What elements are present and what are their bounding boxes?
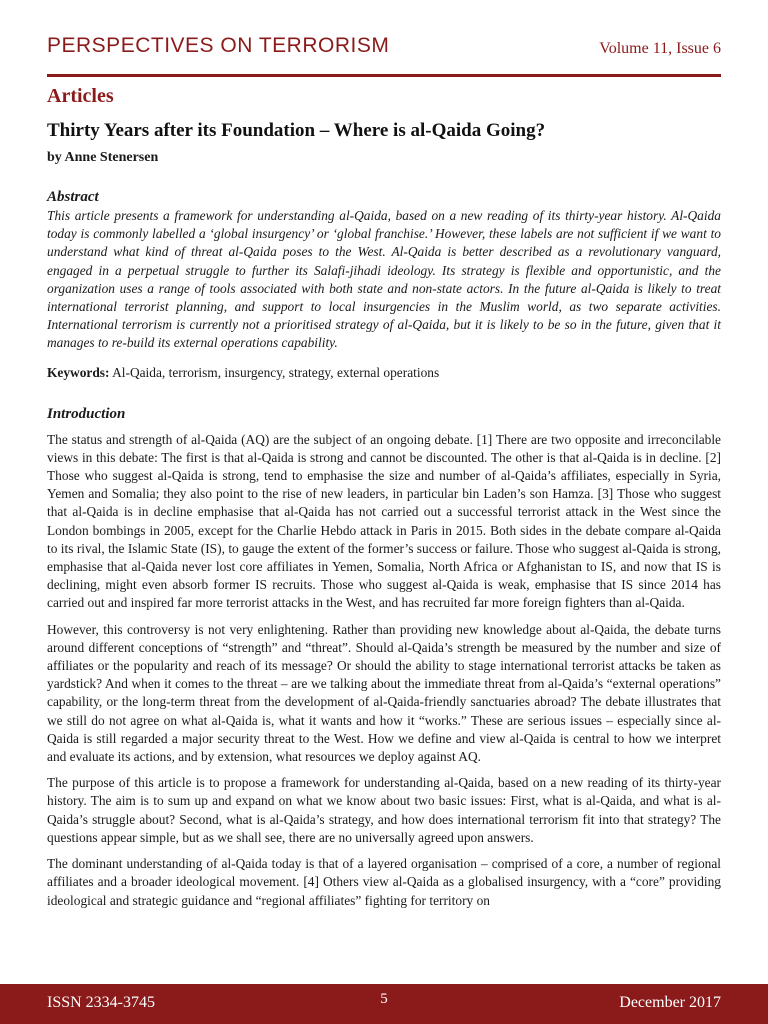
page-number: 5 bbox=[380, 991, 388, 1007]
article-title: Thirty Years after its Foundation – Where is al-Qaida Going? bbox=[47, 120, 546, 141]
abstract-heading: Abstract bbox=[47, 189, 99, 205]
page-header bbox=[47, 30, 721, 66]
keywords bbox=[47, 364, 721, 382]
paragraph: The status and strength of al-Qaida (AQ) are the subject of an ongoing debate. [1] There are two opposite and irreconcilable views in this debate: The first is that al-Qaida is strong and cannot be discounted. The other is that al-Qaida is in decline. [2] Those who suggest al-Qaida is strong, tend to emphasise the size and number of al-Qaida’s affiliates, especially in Syria, Yemen and Somalia; they also point to the rise of new leaders, in particular bin Laden’s son Hamza. [3] Those who suggest that al-Qaida is in decline emphasise that al-Qaida has not carried out a successful terrorist attack in the West since the London bombings in 2005, except for the Charlie Hebdo attack in Paris in 2015. Both sides in the debate compare al-Qaida to its rival, the Islamic State (IS), to gauge the extent of the former’s success or failure. Those who suggest al-Qaida is strong, emphasise that al-Qaida never lost core affiliates in Yemen, Somalia, North Africa or Afghanistan to IS, and now that IS is declining, might even absorb former IS recruits. Those who suggest al-Qaida is weak, emphasise that IS since 2014 has carried out and inspired far more terrorist attacks in the West, and has recruited far more foreign fighters than al-Qaida. bbox=[47, 431, 721, 611]
introduction-heading: Introduction bbox=[47, 405, 126, 422]
paragraph: The dominant understanding of al-Qaida today is that of a layered organisation – comprised of a core, a number of regional affiliates and a broader ideological movement. [4] Others view al-Qaida as a globalised insurgency, with a “core” providing ideological and strategic guidance and “regional affiliates” fighting for territory on bbox=[47, 856, 721, 908]
keywords-list: Al-Qaida, terrorism, insurgency, strategy, external operations bbox=[112, 364, 440, 380]
article-author: by Anne Stenersen bbox=[47, 150, 159, 165]
page-footer bbox=[0, 984, 768, 1024]
keywords-label: Keywords: bbox=[47, 364, 110, 380]
abstract-text: This article presents a framework for understanding al-Qaida, based on a new reading of its thirty-year history. Al-Qaida today is commonly labelled a ‘global insurgency’ or ‘global franchise.’ However, these labels are not sufficient if we want to understand what kind of threat al-Qaida poses to the West. Al-Qaida is better described as a revolutionary vanguard, engaged in a perpetual struggle to further its Salafi-jihadi ideology. Its strategy is flexible and opportunistic, and the organization uses a range of tools associated with both state and non-state actors. In the future al-Qaida is likely to treat international terrorist planning, and support to local insurgencies in the Muslim world, as two separate activities. International terrorism is currently not a prioritised strategy of al-Qaida, but it is likely to be so in the future, given that it manages to re-build its external operations capability. bbox=[47, 208, 721, 351]
publication-date: December 2017 bbox=[619, 994, 721, 1011]
paragraph: However, this controversy is not very enlightening. Rather than providing new knowledge about al-Qaida, the debate turns around different conceptions of “strength” and “threat”. Should al-Qaida’s strength be measured by the number and size of affiliates or the popularity and reach of its message? Or should the ability to stage international terrorist attacks be taken as yardstick? And when it comes to the threat – are we talking about the immediate threat from al-Qaida’s “external operations” capability, or the long-term threat from the development of al-Qaida-friendly sanctuaries abroad? The debate illustrates that we still do not agree on what al-Qaida is, what it wants and how it “works.” These are serious issues – especially since al-Qaida is still regarded a major security threat to the West. How we define and view al-Qaida is central to how we interpret and evaluate its actions, and by extension, what resources we deploy against AQ. bbox=[47, 621, 721, 765]
article-body bbox=[47, 84, 721, 910]
journal-title: PERSPECTIVES ON TERRORISM bbox=[47, 34, 390, 57]
section-label: Articles bbox=[47, 85, 114, 107]
paragraph: The purpose of this article is to propose a framework for understanding al-Qaida, based on a new reading of its thirty-year history. The aim is to sum up and expand on what we know about two basic issues: First, what is al-Qaida, and what is al-Qaida’s struggle about? Second, what is al-Qaida’s strategy, and how does international terrorism fit into that strategy? The questions appear simple, but as we shall see, there are no universally agreed upon answers. bbox=[47, 775, 721, 845]
volume-issue: Volume 11, Issue 6 bbox=[599, 40, 721, 57]
issn: ISSN 2334-3745 bbox=[47, 994, 156, 1011]
introduction-body bbox=[47, 431, 721, 910]
header-divider bbox=[47, 74, 721, 77]
